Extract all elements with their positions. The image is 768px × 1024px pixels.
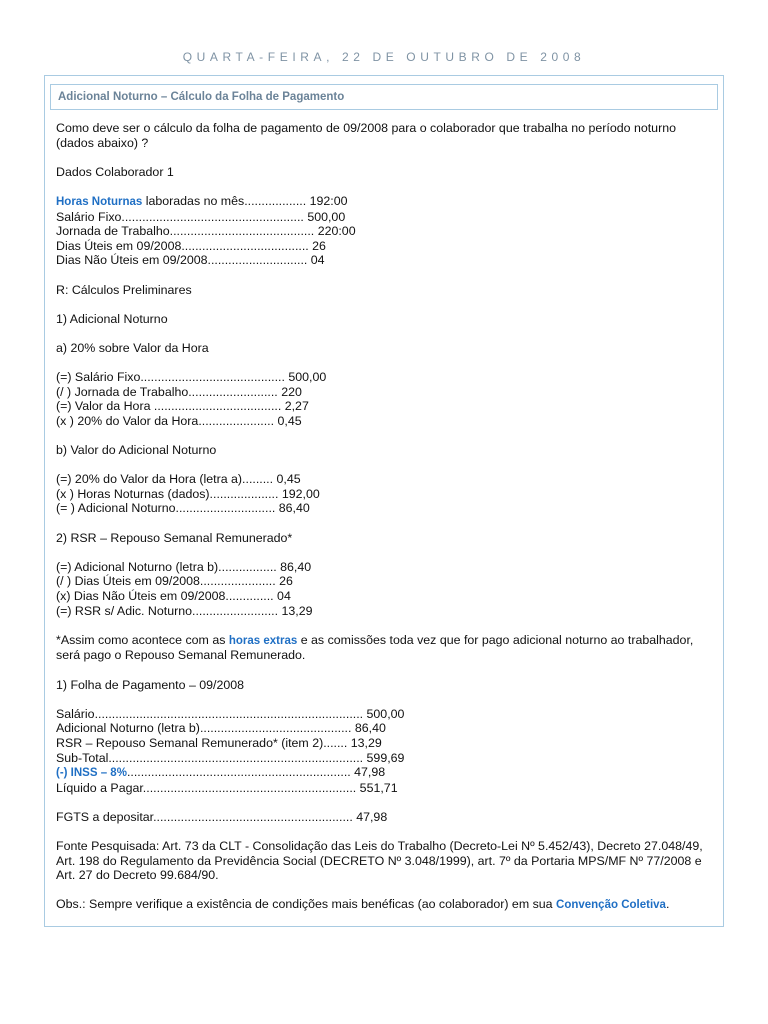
b-line: (x ) Horas Noturnas (dados).................... 192,00	[56, 486, 320, 501]
dados-line: Jornada de Trabalho.......................................... 220:00	[56, 224, 356, 239]
a-line: (=) Valor da Hora ..................................... 2,27	[56, 399, 309, 414]
section1-heading: 1) Adicional Noturno	[56, 311, 168, 326]
liquido-line: Líquido a Pagar.............................................................. 551,71	[56, 780, 398, 795]
inss-line: ................................................................. 47,98	[126, 765, 386, 780]
fgts-line: FGTS a depositar.......................................................... 47,98	[56, 809, 388, 824]
obs-paragraph: Obs.: Sempre verifique a existência de condições mais benéficas (ao colaborador) em sua Convenção Coletiva.	[56, 897, 670, 912]
a-block	[56, 370, 716, 428]
dados-line: Salário Fixo..................................................... 500,00	[56, 209, 346, 224]
dados-heading: Dados Colaborador 1	[56, 164, 174, 179]
b-line: (=) 20% do Valor da Hora (letra a)......... 0,45	[56, 472, 301, 487]
a-line: (/ ) Jornada de Trabalho.......................... 220	[56, 384, 302, 399]
inss-link[interactable]: (-) INSS – 8%	[56, 767, 127, 780]
a-heading: a) 20% sobre Valor da Hora	[56, 340, 209, 355]
folha-line: Salário.............................................................................. 500,00	[56, 706, 405, 721]
folha-line: Sub-Total.......................................................................... 599,69	[56, 750, 405, 765]
post-title[interactable]: Adicional Noturno – Cálculo da Folha de Pagamento	[50, 84, 718, 110]
b-line: (= ) Adicional Noturno............................. 86,40	[56, 501, 310, 516]
b-block	[56, 472, 716, 516]
folha-block	[56, 707, 716, 796]
rsr-line: (=) RSR s/ Adic. Noturno......................... 13,29	[56, 603, 313, 618]
convencao-coletiva-link[interactable]: Convenção Coletiva	[556, 899, 666, 912]
dados-line: Dias Úteis em 09/2008..................................... 26	[56, 238, 326, 253]
horas-noturnas-link[interactable]: Horas Noturnas	[56, 195, 143, 208]
folha-heading: 1) Folha de Pagamento – 09/2008	[56, 677, 245, 692]
r-heading: R: Cálculos Preliminares	[56, 282, 192, 297]
rsr-line: (=) Adicional Noturno (letra b)................. 86,40	[56, 559, 312, 574]
rsr-line: (/ ) Dias Úteis em 09/2008...................... 26	[56, 574, 293, 589]
dados-line: Dias Não Úteis em 09/2008............................. 04	[56, 253, 325, 268]
post-body	[56, 121, 716, 928]
note-paragraph: *Assim como acontece com as horas extras e as comissões toda vez que for pago adicional noturno ao trabalhador, será pago o Repouso Semanal Remunerado.	[56, 632, 694, 663]
date-header: QUARTA-FEIRA, 22 DE OUTUBRO DE 2008	[182, 50, 586, 64]
post-container	[44, 75, 724, 927]
folha-line: RSR – Repouso Semanal Remunerado* (item 2)....... 13,29	[56, 735, 382, 750]
rsr-block	[56, 560, 716, 618]
a-line: (x ) 20% do Valor da Hora...................... 0,45	[56, 413, 302, 428]
dados-line-horas: laboradas no mês.................. 192:00	[142, 193, 348, 208]
folha-line: Adicional Noturno (letra b)............................................ 86,40	[56, 721, 386, 736]
rsr-line: (x) Dias Não Úteis em 09/2008.............. 04	[56, 589, 291, 603]
section2-heading: 2) RSR – Repouso Semanal Remunerado*	[56, 530, 293, 545]
fonte-paragraph: Fonte Pesquisada: Art. 73 da CLT - Consolidação das Leis do Trabalho (Decreto-Lei Nº 5.452/43), Decreto 27.048/49, Art. 198 do Regulamento da Previdência Social (DECRETO Nº 3.048/1999), art. 7º da Portaria MPS/MF Nº 77/2008 e Art. 27 do Decreto 99.684/90.	[56, 839, 703, 883]
b-heading: b) Valor do Adicional Noturno	[56, 443, 217, 458]
horas-extras-link[interactable]: horas extras	[228, 634, 298, 647]
question-paragraph: Como deve ser o cálculo da folha de pagamento de 09/2008 para o colaborador que trabalha no período noturno (dados abaixo) ?	[56, 121, 676, 150]
dados-block	[56, 194, 716, 268]
a-line: (=) Salário Fixo.......................................... 500,00	[56, 370, 327, 385]
